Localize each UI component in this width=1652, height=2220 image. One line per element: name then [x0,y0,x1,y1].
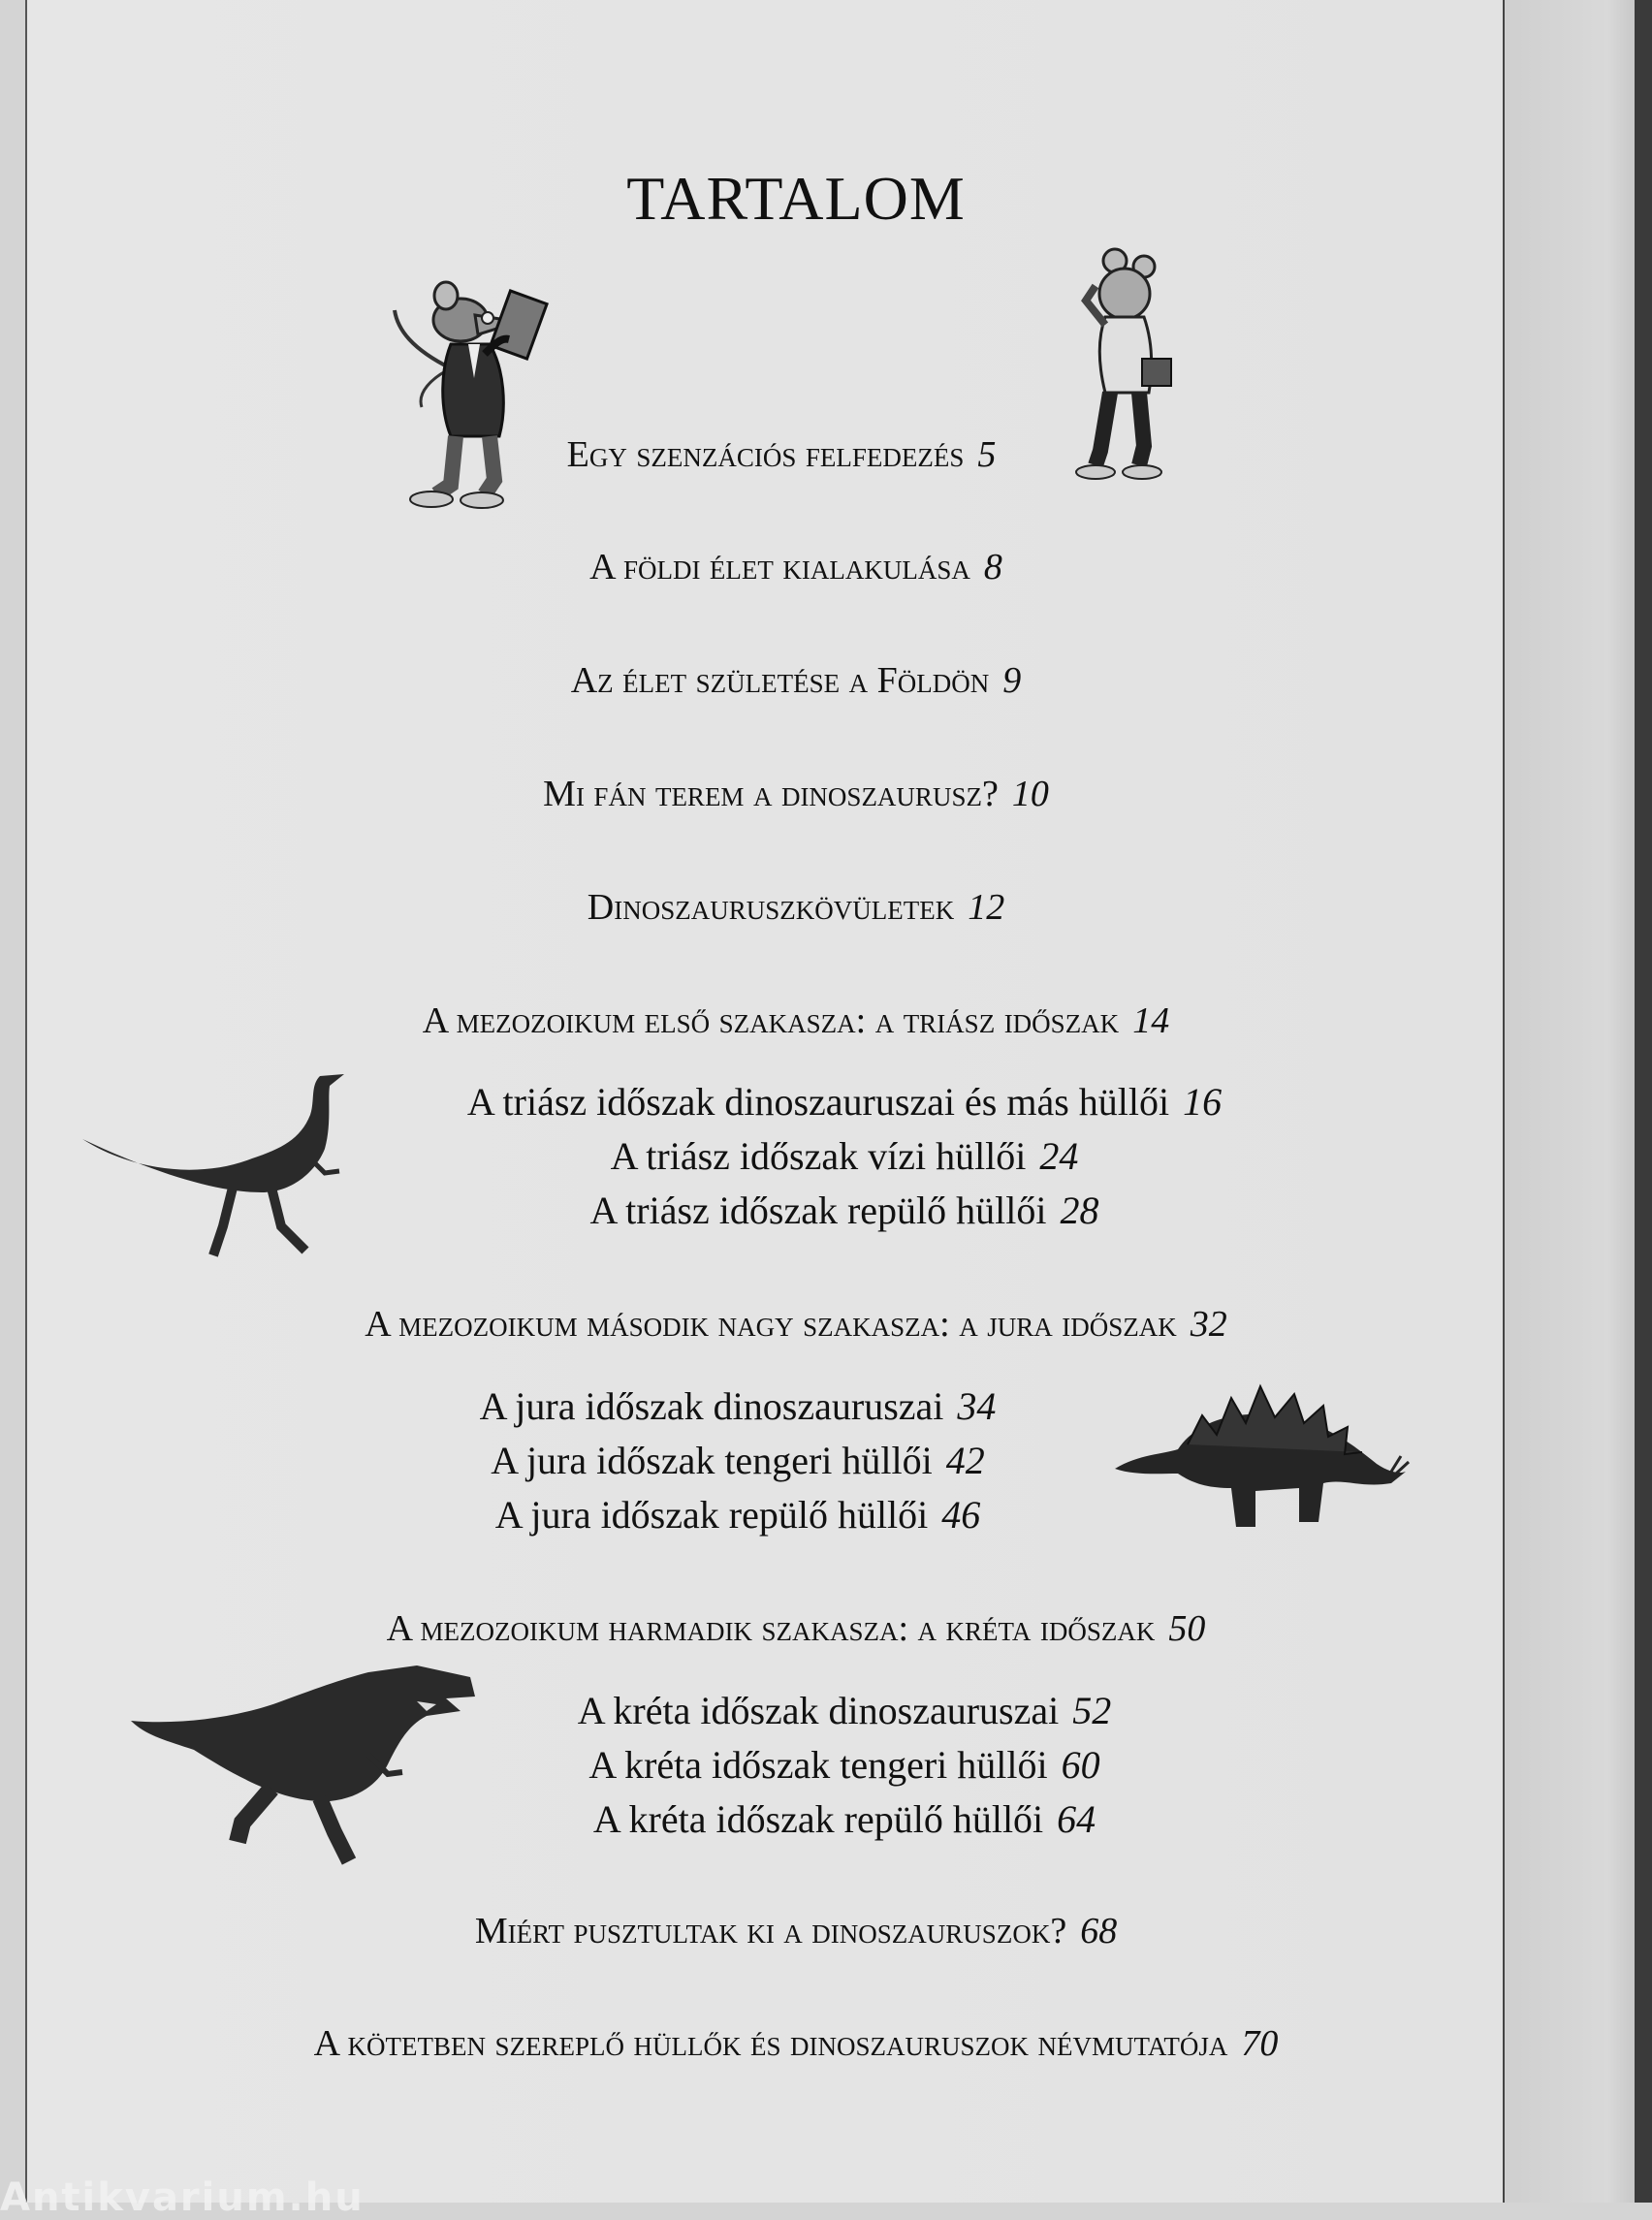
toc-entry-chapter [0,886,1592,929]
toc-page-number: 42 [945,1439,985,1482]
toc-page-number: 50 [1168,1608,1206,1649]
toc-entry-section [48,1688,1640,1733]
toc-entry-section [48,1742,1640,1788]
toc-page-number: 24 [1039,1134,1079,1178]
toc-entry-title: A triász időszak repülő hüllői [589,1189,1047,1232]
toc-entry-chapter [0,999,1592,1042]
toc-page-number: 5 [977,434,997,475]
toc-page-number: 32 [1190,1304,1227,1345]
toc-entry-title: A földi élet kialakulása [589,547,970,587]
toc-entry-title: Miért pusztultak ki a dinoszauruszok? [474,1911,1067,1951]
toc-entry-title: Egy szenzációs felfedezés [566,434,965,475]
toc-entry-section [0,1383,1534,1429]
toc-entry-title: A jura időszak repülő hüllői [494,1493,929,1537]
toc-entry-section [48,1079,1640,1125]
toc-entry-section [48,1133,1640,1179]
toc-entry-section [48,1188,1640,1233]
toc-entry-chapter [0,546,1592,588]
toc-page-number: 12 [968,887,1005,928]
toc-entry-chapter [0,773,1592,815]
toc-entry-section [0,1492,1534,1538]
toc-entry-chapter [0,1303,1592,1346]
toc-page-number: 28 [1060,1189,1099,1232]
toc-entry-title: A jura időszak dinoszauruszai [479,1384,944,1428]
toc-entry-title: A kréta időszak dinoszauruszai [577,1689,1060,1732]
toc-page-number: 8 [983,547,1002,587]
toc-entry-section [0,1438,1534,1483]
toc-entry-chapter [0,433,1577,476]
toc-entry-title: Az élet születése a Földön [570,660,990,701]
toc-entry-title: A kréta időszak tengeri hüllői [588,1743,1048,1787]
toc-entry-title: A jura időszak tengeri hüllői [491,1439,933,1482]
toc-page-number: 68 [1080,1911,1118,1951]
toc-entry-chapter [0,2022,1592,2065]
toc-entry-chapter [0,659,1592,702]
toc-page-number: 64 [1057,1797,1096,1841]
toc-page-number: 60 [1061,1743,1100,1787]
toc-entry-title: Dinoszauruszkövületek [587,887,955,928]
page-title: TARTALOM [626,164,966,233]
toc-entry-title: A triász időszak dinoszauruszai és más hüllői [466,1080,1170,1124]
toc-page-number: 70 [1241,2023,1279,2064]
toc-page-number: 46 [941,1493,981,1537]
toc-entry-title: A mezozoikum harmadik szakasza: a kréta időszak [386,1608,1156,1649]
toc-entry-title: A mezozoikum első szakasza: a triász időszak [422,1000,1120,1041]
toc-page-number: 16 [1183,1080,1223,1124]
toc-entry-title: A kötetben szereplő hüllők és dinoszauruszok névmutatója [313,2023,1228,2064]
toc-page-number: 10 [1011,774,1049,814]
toc-page-number: 9 [1002,660,1022,701]
toc-page-number: 14 [1132,1000,1170,1041]
toc-page-number: 52 [1072,1689,1112,1732]
toc-entry-chapter [0,1607,1592,1650]
toc-entry-title: Mi fán terem a dinoszaurusz? [543,774,999,814]
toc-entry-section [48,1796,1640,1842]
toc-page-number: 34 [957,1384,997,1428]
watermark: Antikvarium.hu [0,2175,365,2220]
toc-entry-title: A triász időszak vízi hüllői [610,1134,1027,1178]
toc-entry-chapter [0,1910,1592,1952]
toc-entry-title: A kréta időszak repülő hüllői [592,1797,1044,1841]
toc-entry-title: A mezozoikum második nagy szakasza: a jura időszak [365,1304,1177,1345]
